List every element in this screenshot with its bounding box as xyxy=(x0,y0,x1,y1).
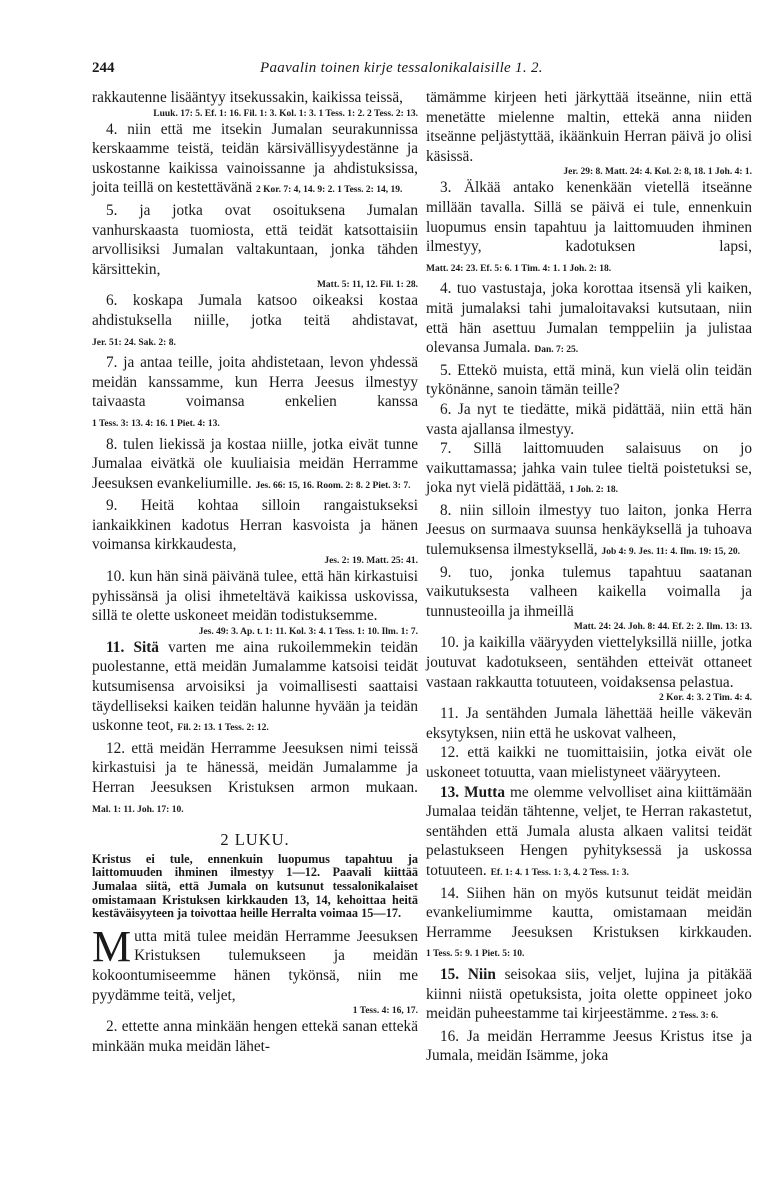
verse-1-11 xyxy=(92,638,418,739)
verse-text: 9. Heitä kohtaa silloin rangaistukseksi iankaikkinen kadotus Herran kasvoista ja hänen voimansa kirkkaudesta, xyxy=(92,497,418,554)
verse-text: 4. niin että me itsekin Jumalan seurakunnissa kerskaamme teistä, teidän kärsivällisyydestänne ja uskostanne kaikissa vainoissanne ja ahdistuksissa, joita teillä on kestettävänä xyxy=(92,120,418,197)
verse-2-12 xyxy=(426,743,752,782)
verse-2-9 xyxy=(426,563,752,634)
right-column xyxy=(426,88,752,1066)
cross-reference: 2 Kor. 7: 4, 14. 9: 2. 1 Tess. 2: 14, 19. xyxy=(255,185,403,196)
verse-text: 7. Sillä laittomuuden salaisuus on jo vaikuttamassa; jahka vain tulee tieltä poistetuksi se, joka nyt vielä pidättää, xyxy=(426,440,752,497)
cross-reference: 1 Tess. 5: 9. 1 Piet. 5: 10. xyxy=(426,949,525,960)
verse-text: 12. että kaikki ne tuomittaisiin, jotka eivät ole uskoneet totuutta, vaan mielistyneet vääryyteen. xyxy=(426,744,752,781)
verse-1-8 xyxy=(92,435,418,497)
cross-reference: Dan. 7: 25. xyxy=(534,345,579,356)
verse-1-5 xyxy=(92,201,418,291)
verse-text: 5. Ettekö muista, että minä, kun vielä olin teidän tykönänne, sanoin tämän teille? xyxy=(426,361,752,399)
cross-reference: Jes. 49: 3. Ap. t. 1: 11. Kol. 3: 4. 1 Tess. 1: 10. Ilm. 1: 7. xyxy=(198,626,418,637)
cross-reference: Jes. 2: 19. Matt. 25: 41. xyxy=(324,556,418,567)
verse-text: 14. Siihen hän on myös kutsunut teidät meidän evankeliumimme kautta, omistamaan meidän Herramme Jeesuksen Kristuksen kirkkauden. xyxy=(426,884,752,941)
verse-text: 12. että meidän Herramme Jeesuksen nimi teissä kirkastuisi ja te hänessä, meidän Jumalamme ja Herran Jeesuksen Kristuksen armon mukaan. xyxy=(92,739,418,796)
verse-text: 8. tulen liekissä ja kostaa niille, jotka eivät tunne Jumalaa eivätkä ole kuuliaisia meidän Herramme Jeesuksen evankeliumille. xyxy=(92,435,418,492)
verse-1-3-end xyxy=(92,88,418,120)
chapter-heading: 2 LUKU. xyxy=(220,830,290,850)
verse-2-6 xyxy=(426,400,752,439)
cross-reference: 1 Tess. 3: 13. 4: 16. 1 Piet. 4: 13. xyxy=(92,418,220,429)
cross-reference: 1 Joh. 2: 18. xyxy=(569,485,618,496)
verse-2-16 xyxy=(426,1027,752,1066)
verse-lead: 11. Sitä xyxy=(106,638,159,656)
cross-reference: Jer. 29: 8. Matt. 24: 4. Kol. 2: 8, 18. 1 Joh. 4: 1. xyxy=(563,167,752,178)
verse-text: seisokaa siis, veljet, lujina ja pitäkää kiinni niistä opetuksista, joita olette oppineet joko meidän puheestamme tai kirjeestämme. xyxy=(426,965,753,1023)
verse-2-7 xyxy=(426,439,752,501)
cross-reference: Jer. 51: 24. Sak. 2: 8. xyxy=(92,337,176,348)
cross-reference: 2 Tess. 3: 6. xyxy=(671,1011,719,1022)
verse-text: 5. ja jotka ovat osoituksena Jumalan vanhurskaasta tuomiosta, että teidät katsottaisiin arvollisiksi Jumalan valtakuntaan, jonka tähden kärsittekin, xyxy=(92,201,418,278)
verse-1-6 xyxy=(92,291,418,353)
verse-1-4 xyxy=(92,120,418,201)
cross-reference: Matt. 5: 11, 12. Fil. 1: 28. xyxy=(316,280,418,291)
cross-reference: Matt. 24: 23. Ef. 5: 6. 1 Tim. 4: 1. 1 Joh. 2: 18. xyxy=(426,263,612,274)
verse-2-1 xyxy=(92,921,418,1017)
verse-text: 3. Älkää antako kenenkään vietellä itseänne millään tavalla. Sillä se päivä ei tule, ennenkuin luopumus ensin tapahtuu ja laittomuuden ihminen ilmestyy, kadotuksen lapsi, xyxy=(426,179,752,256)
verse-1-10 xyxy=(92,567,418,638)
cross-reference: 1 Tess. 4: 16, 17. xyxy=(352,1006,418,1017)
verse-text: 2. ettette anna minkään hengen ettekä sanan ettekä minkään muka meidän lähet- xyxy=(92,1018,418,1055)
verse-1-12 xyxy=(92,739,418,820)
verse-text: 6. koskapa Jumala katsoo oikeaksi kostaa ahdistuksella niille, jotka teitä ahdistavat, xyxy=(92,292,418,329)
verse-text: 8. niin silloin ilmestyy tuo laiton, jonka Herra Jeesus on surmaava suunsa henkäyksellä ja tuhoava tulemuksensa ilmestyksellä, xyxy=(426,501,752,559)
verse-2-8 xyxy=(426,501,752,563)
verse-lead: 15. Niin xyxy=(440,965,496,983)
page-header xyxy=(92,60,742,82)
cross-reference: Ef. 1: 4. 1 Tess. 1: 3, 4. 2 Tess. 1: 3. xyxy=(490,867,629,878)
verse-2-5 xyxy=(426,361,752,400)
verse-2-13 xyxy=(426,783,752,884)
page-number: 244 xyxy=(92,60,115,76)
verse-2-2 xyxy=(92,1017,418,1056)
verse-text: 6. Ja nyt te tiedätte, mikä pidättää, niin että hän vasta ajallansa ilmestyy. xyxy=(426,400,752,438)
verse-text: tämämme kirjeen heti järkyttää itseänne, niin että menetätte mielenne maltin, ettekä anna niiden itseänne peljästyttää, ikäänkuin Herran päivä jo olisi käsissä. xyxy=(426,89,752,165)
verse-1-7 xyxy=(92,353,418,434)
cross-reference: Matt. 24: 24. Joh. 8: 44. Ef. 2: 2. Ilm. 13: 13. xyxy=(573,622,752,633)
verse-text: rakkautenne lisääntyy itsekussakin, kaikissa teissä, xyxy=(92,89,403,106)
cross-reference: Jes. 66: 15, 16. Room. 2: 8. 2 Piet. 3: 7. xyxy=(255,480,411,491)
verse-2-14 xyxy=(426,884,752,965)
verse-text: varten me aina rukoilemmekin teidän puolestanne, että meidän Jumalamme katsoisi teidät kutsumisensa arvoisiksi ja voimallisesti saattaisi täydelliseksi kaiken teidän halunne hyvään ja teidän uskonne teot, xyxy=(92,638,418,735)
verse-text: 10. ja kaikilla vääryyden viettelyksillä niille, jotka joutuvat kadotukseen, sentähden etteivät ottaneet vastaan rakkautta totuuteen, voidaksensa pelastua. xyxy=(426,634,752,691)
verse-lead: 13. Mutta xyxy=(440,783,505,801)
verse-text: me olemme velvolliset aina kiittämään Jumalaa teidän tähtenne, veljet, te Herran rakastetut, sentähden että Jumala alusta alkaen valitsi teidät pelastukseen Hengen pyhityksessä ja uskossa totuuteen. xyxy=(426,783,752,879)
verse-1-9 xyxy=(92,496,418,567)
verse-text: 4. tuo vastustaja, joka korottaa itsensä yli kaiken, mitä jumalaksi tahi jumaloitavaksi kutsutaan, niin että hän asettuu Jumalan temppeliin ja julistaa olevansa Jumala. xyxy=(426,280,752,357)
verse-2-10 xyxy=(426,633,752,704)
verse-text: 7. ja antaa teille, joita ahdistetaan, levon yhdessä meidän kanssamme, kun Herra Jeesus ilmestyy taivaasta voimansa enkelien kanssa xyxy=(92,354,418,411)
verse-2-4 xyxy=(426,279,752,360)
cross-reference: Fil. 2: 13. 1 Tess. 2: 12. xyxy=(177,723,269,734)
verse-text: utta mitä tulee meidän Herramme Jeesuksen Kristuksen tulemukseen ja meidän kokoontumiseemme hänen tykönsä, niin me pyydämme teitä, veljet, xyxy=(92,927,418,1004)
chapter-summary: Kristus ei tule, ennenkuin luopumus tapahtuu ja laittomuuden ihminen ilmestyy 1—12. Paavali kiittää Jumalaa siitä, että Jumala on kutsunut tessalonikalaiset omistamaan Kristuksen kirkkauden 13, 14, kehoittaa heitä kestäväisyyteen ja toivottaa heille Herralta voimaa 15—17. xyxy=(92,851,418,921)
left-column xyxy=(92,88,418,1056)
verse-text: 16. Ja meidän Herramme Jeesus Kristus itse ja Jumala, meidän Isämme, joka xyxy=(426,1027,752,1065)
cross-reference: 2 Kor. 4: 3. 2 Tim. 4: 4. xyxy=(659,693,752,704)
cross-reference: Job 4: 9. Jes. 11: 4. Ilm. 19: 15, 20. xyxy=(601,547,741,558)
verse-2-2-cont xyxy=(426,88,752,178)
verse-text: 10. kun hän sinä päivänä tulee, että hän kirkastuisi pyhissänsä ja olisi ihmeteltävä kaikissa uskovissa, sillä te olette uskoneet meidän todistuksemme. xyxy=(92,568,418,625)
verse-text: 9. tuo, jonka tulemus tapahtuu saatanan vaikutuksesta valheen kaikella voimalla ja tunnusteoilla ja ihmeillä xyxy=(426,563,752,620)
running-title: Paavalin toinen kirje tessalonikalaisille 1. 2. xyxy=(260,60,543,76)
verse-2-15 xyxy=(426,965,752,1027)
cross-reference: Luuk. 17: 5. Ef. 1: 16. Fil. 1: 3. Kol. 1: 3. 1 Tess. 1: 2. 2 Tess. 2: 13. xyxy=(153,108,418,119)
cross-reference: Mal. 1: 11. Joh. 17: 10. xyxy=(92,804,184,815)
verse-2-3 xyxy=(426,178,752,279)
verse-2-11 xyxy=(426,704,752,743)
drop-cap: M xyxy=(92,921,132,971)
verse-text: 11. Ja sentähden Jumala lähettää heille väkevän eksytyksen, niin että he uskovat valheen, xyxy=(426,705,752,742)
